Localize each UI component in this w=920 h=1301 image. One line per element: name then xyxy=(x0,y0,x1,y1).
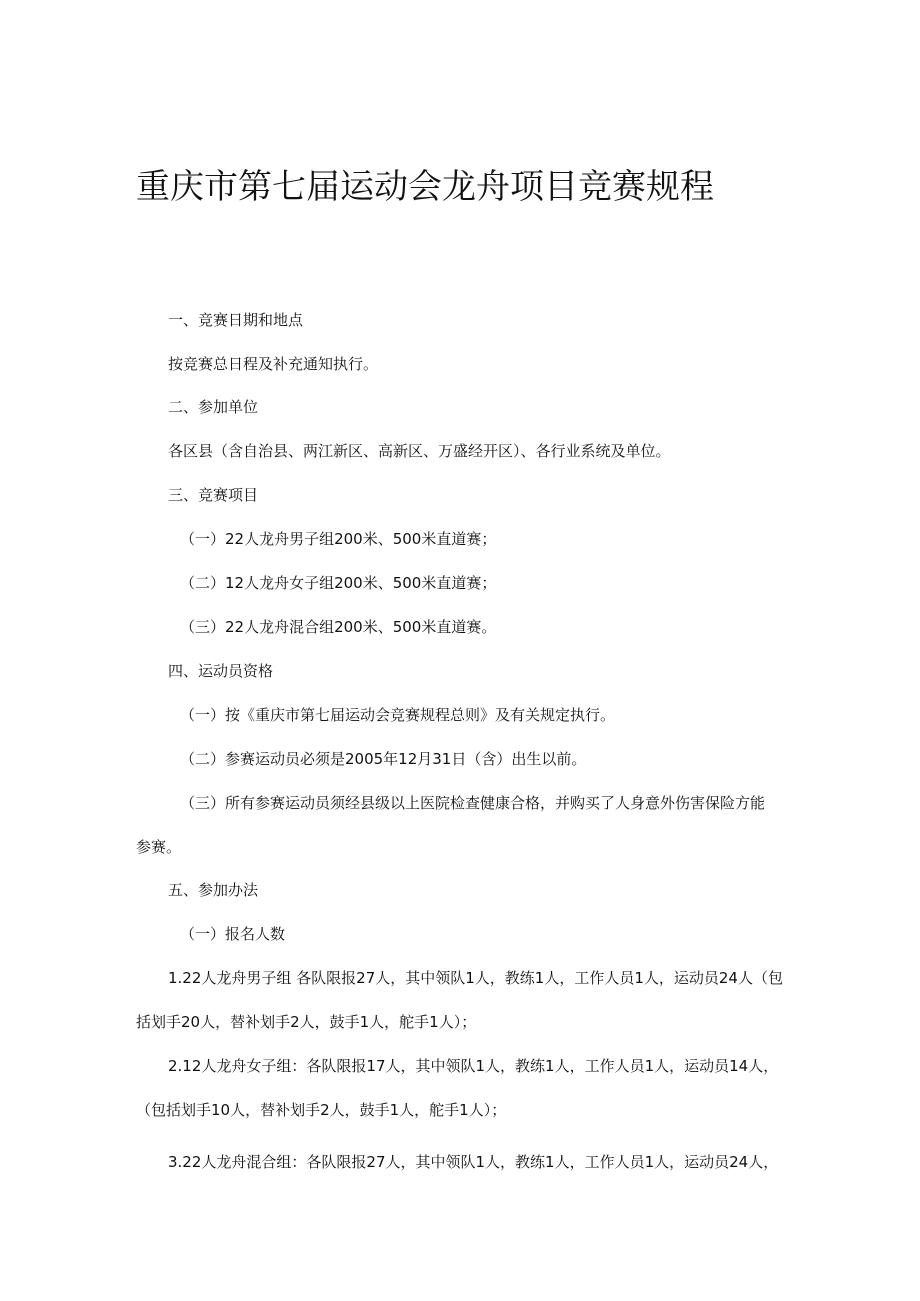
list-item: 2.12人龙舟女子组：各队限报17人，其中领队1人，教练1人，工作人员1人，运动员14人， xyxy=(168,1057,779,1075)
list-item: 3.22人龙舟混合组：各队限报27人，其中领队1人，教练1人，工作人员1人，运动员24人， xyxy=(168,1153,779,1171)
list-item: （二）参赛运动员必须是2005年12月31日（含）出生以前。 xyxy=(180,750,587,768)
paragraph-continuation: 参赛。 xyxy=(136,838,182,856)
section-heading-3: 三、竞赛项目 xyxy=(168,486,259,504)
paragraph-continuation: （包括划手10人，替补划手2人，鼓手1人，舵手1人）； xyxy=(136,1101,507,1119)
list-item: （三）22人龙舟混合组200米、500米直道赛。 xyxy=(180,618,497,636)
section-heading-1: 一、竞赛日期和地点 xyxy=(168,311,304,329)
paragraph-continuation: 括划手20人，替补划手2人，鼓手1人，舵手1人）； xyxy=(136,1013,477,1031)
list-item: （二）12人龙舟女子组200米、500米直道赛； xyxy=(180,574,497,592)
paragraph: 按竞赛总日程及补充通知执行。 xyxy=(168,355,379,373)
list-item: （一）按《重庆市第七届运动会竞赛规程总则》及有关规定执行。 xyxy=(180,706,616,724)
section-heading-4: 四、运动员资格 xyxy=(168,662,274,680)
list-item: 1.22人龙舟男子组 各队限报27人，其中领队1人，教练1人，工作人员1人，运动员24人（包 xyxy=(168,969,783,987)
section-heading-5: 五、参加办法 xyxy=(168,881,259,899)
subsection-heading: （一）报名人数 xyxy=(180,925,286,943)
document-title: 重庆市第七届运动会龙舟项目竞赛规程 xyxy=(136,167,714,207)
section-heading-2: 二、参加单位 xyxy=(168,398,259,416)
list-item: （一）22人龙舟男子组200米、500米直道赛； xyxy=(180,530,497,548)
list-item: （三）所有参赛运动员须经县级以上医院检查健康合格，并购买了人身意外伤害保险方能 xyxy=(180,794,766,812)
paragraph: 各区县（含自治县、两江新区、高新区、万盛经开区）、各行业系统及单位。 xyxy=(168,442,671,460)
